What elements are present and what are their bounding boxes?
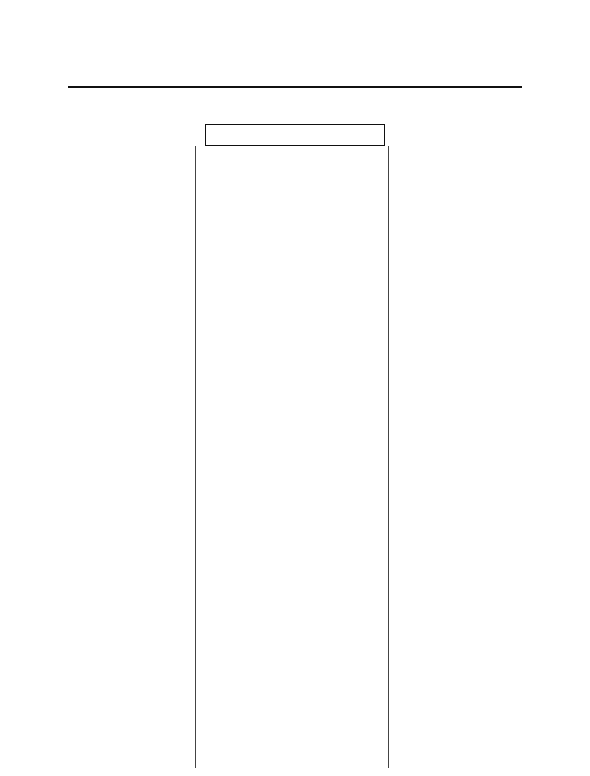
page-title [68,8,522,88]
article-columns [8,146,582,768]
subtitle [8,96,582,122]
byline-container [8,124,582,146]
column-left [8,146,196,768]
column-middle [202,146,390,768]
column-right [395,146,582,768]
byline [205,124,385,146]
